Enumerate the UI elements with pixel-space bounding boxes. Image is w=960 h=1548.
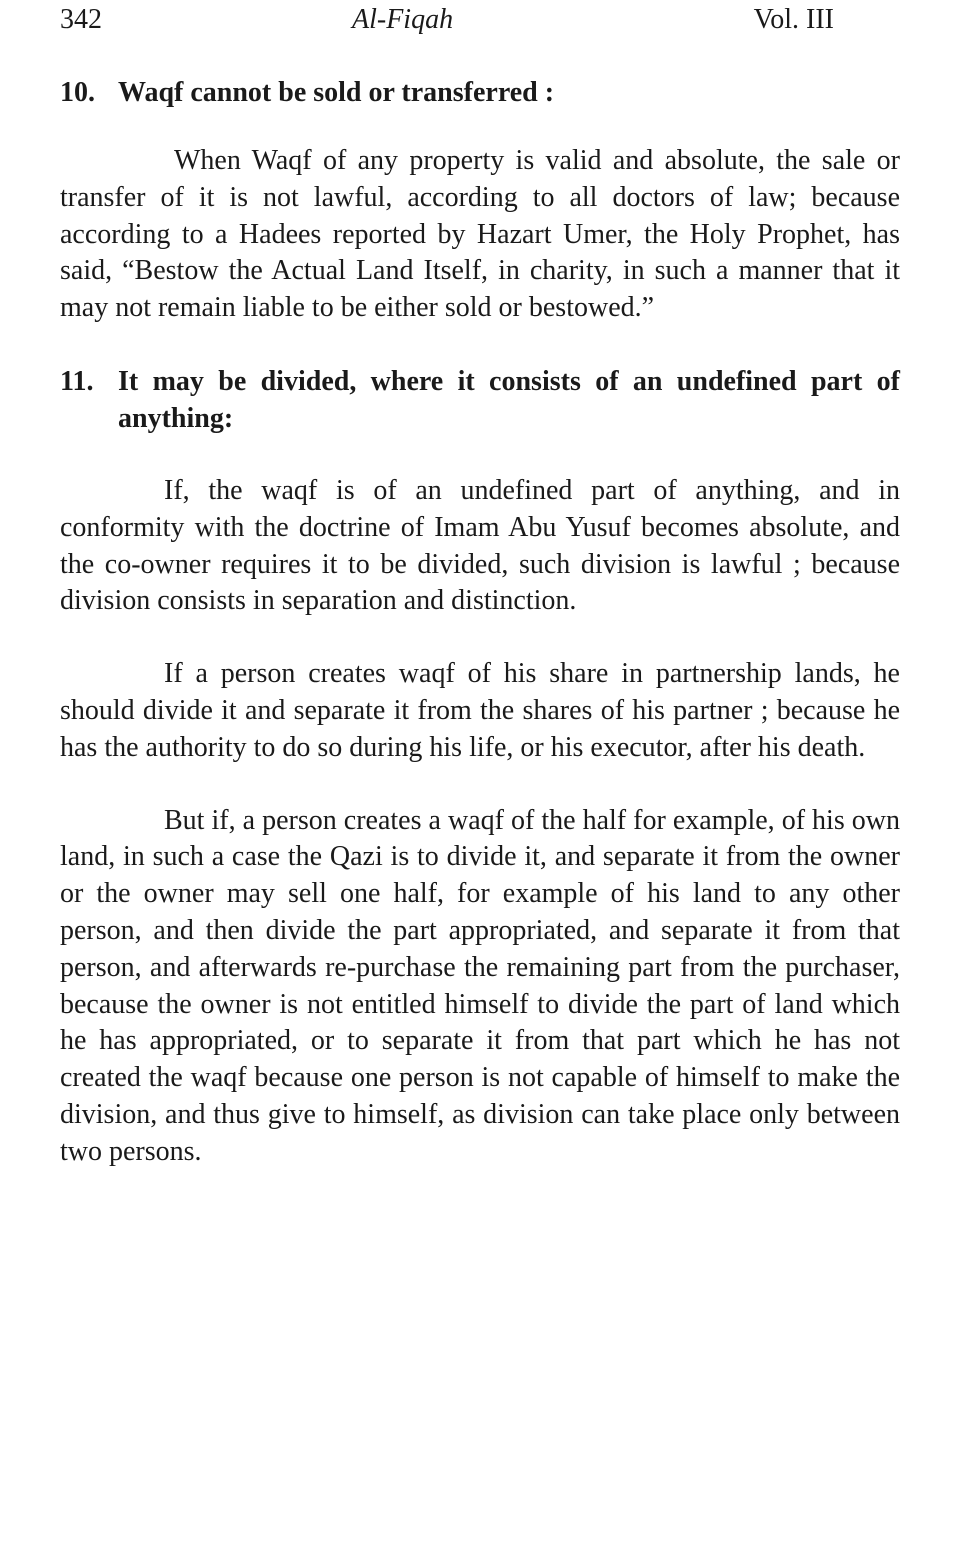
section-number: 11. [60,365,94,397]
section-title: It may be divided, where it consists of an undefined part of anything: [118,365,900,434]
section-number: 10. [60,77,95,108]
running-head [60,0,900,44]
book-title: Al-Fiqah [352,4,454,35]
paragraph: If a person creates waqf of his share in partnership lands, he should divide it and separate it from the shares of his partner ; because he has the authority to do so during his life, or his executor, after his death. [60,658,900,763]
volume-label: Vol. III [753,4,834,35]
book-page [60,0,900,1171]
section-heading-11 [60,363,900,437]
section-heading-10 [60,74,900,111]
paragraph: But if, a person creates a waqf of the half for example, of his own land, in such a case the Qazi is to divide it, and separate it from the owner or the owner may sell one half, for example of his land to any other person, and then divide the part appropriated, and separate it from that person, and afterwards re-purchase the remaining part from the purchaser, because the owner is not entitled himself to divide the part of land which he has appropriated, or to separate it from that part which he has not created the waqf because one person is not capable of himself to make the division, and thus give to himself, as division can take place only between two persons. [60,804,900,1167]
section-title: Waqf cannot be sold or transferred : [118,77,555,108]
page-number: 342 [60,4,102,35]
paragraph: When Waqf of any property is valid and absolute, the sale or transfer of it is not lawful, according to all doctors of law; because according to a Hadees reported by Hazart Umer, the Holy Prophet, has said, “Bestow the Actual Land Itself, in charity, in such a manner that it may not remain liable to be either sold or bestowed.” [60,145,900,324]
paragraph: If, the waqf is of an undefined part of anything, and in conformity with the doctrine of Imam Abu Yusuf becomes absolute, and the co-owner requires it to be divided, such division is lawful ; because division consists in separation and distinction. [60,474,900,617]
